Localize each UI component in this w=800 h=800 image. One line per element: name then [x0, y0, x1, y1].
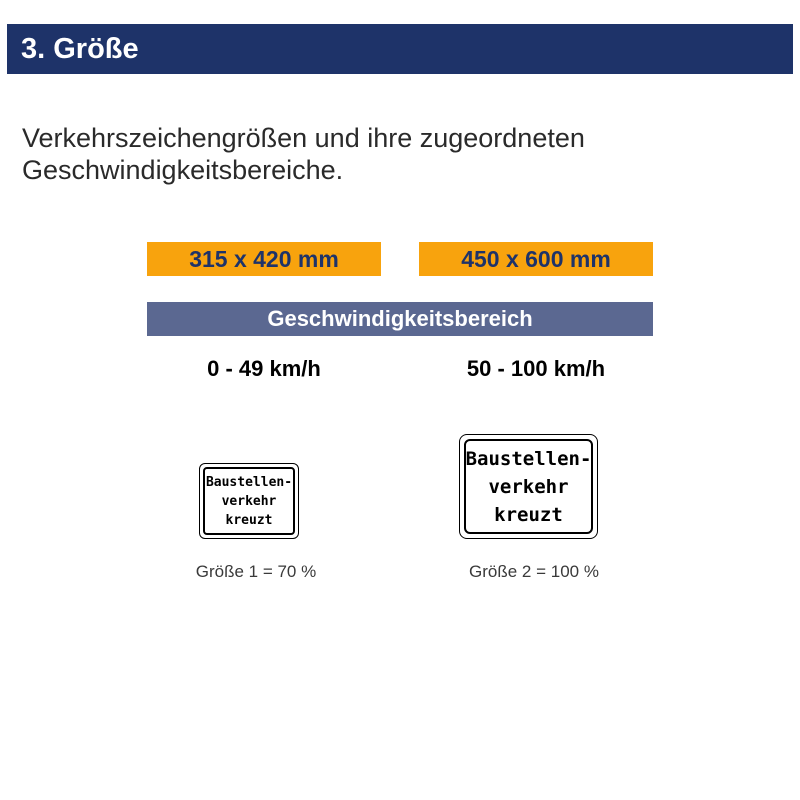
- intro-text: [22, 122, 782, 186]
- sign-2-line-2: verkehr: [488, 475, 569, 498]
- speed-range-2: 50 - 100 km/h: [466, 356, 606, 381]
- speed-range-header-text: Geschwindigkeitsbereich: [267, 306, 533, 331]
- size-label-1: [147, 242, 381, 276]
- traffic-sign-size-2-text: [464, 439, 593, 534]
- size-label-1-text: 315 x 420 mm: [189, 245, 339, 272]
- sign-1-line-1: Baustellen-: [205, 474, 293, 490]
- intro-line-2: Geschwindigkeitsbereiche.: [22, 155, 344, 185]
- size-label-2: [419, 242, 653, 276]
- sign-2-line-1: Baustellen-: [465, 447, 592, 470]
- traffic-sign-size-1-text: [203, 467, 295, 535]
- speed-range-1: 0 - 49 km/h: [207, 356, 321, 381]
- size-label-2-text: 450 x 600 mm: [461, 245, 611, 272]
- traffic-sign-size-1: [199, 463, 299, 539]
- section-header: [7, 24, 793, 74]
- sign-1-line-3: kreuzt: [225, 512, 273, 528]
- traffic-sign-size-2: [459, 434, 598, 539]
- size-caption-1: Größe 1 = 70 %: [195, 562, 317, 581]
- sign-1-line-2: verkehr: [221, 493, 277, 509]
- speed-range-header: [147, 302, 653, 336]
- section-title: 3. Größe: [21, 32, 139, 65]
- intro-line-1: Verkehrszeichengrößen und ihre zugeordneten: [22, 123, 585, 153]
- size-caption-2: Größe 2 = 100 %: [469, 562, 599, 581]
- sign-2-line-3: kreuzt: [494, 503, 563, 526]
